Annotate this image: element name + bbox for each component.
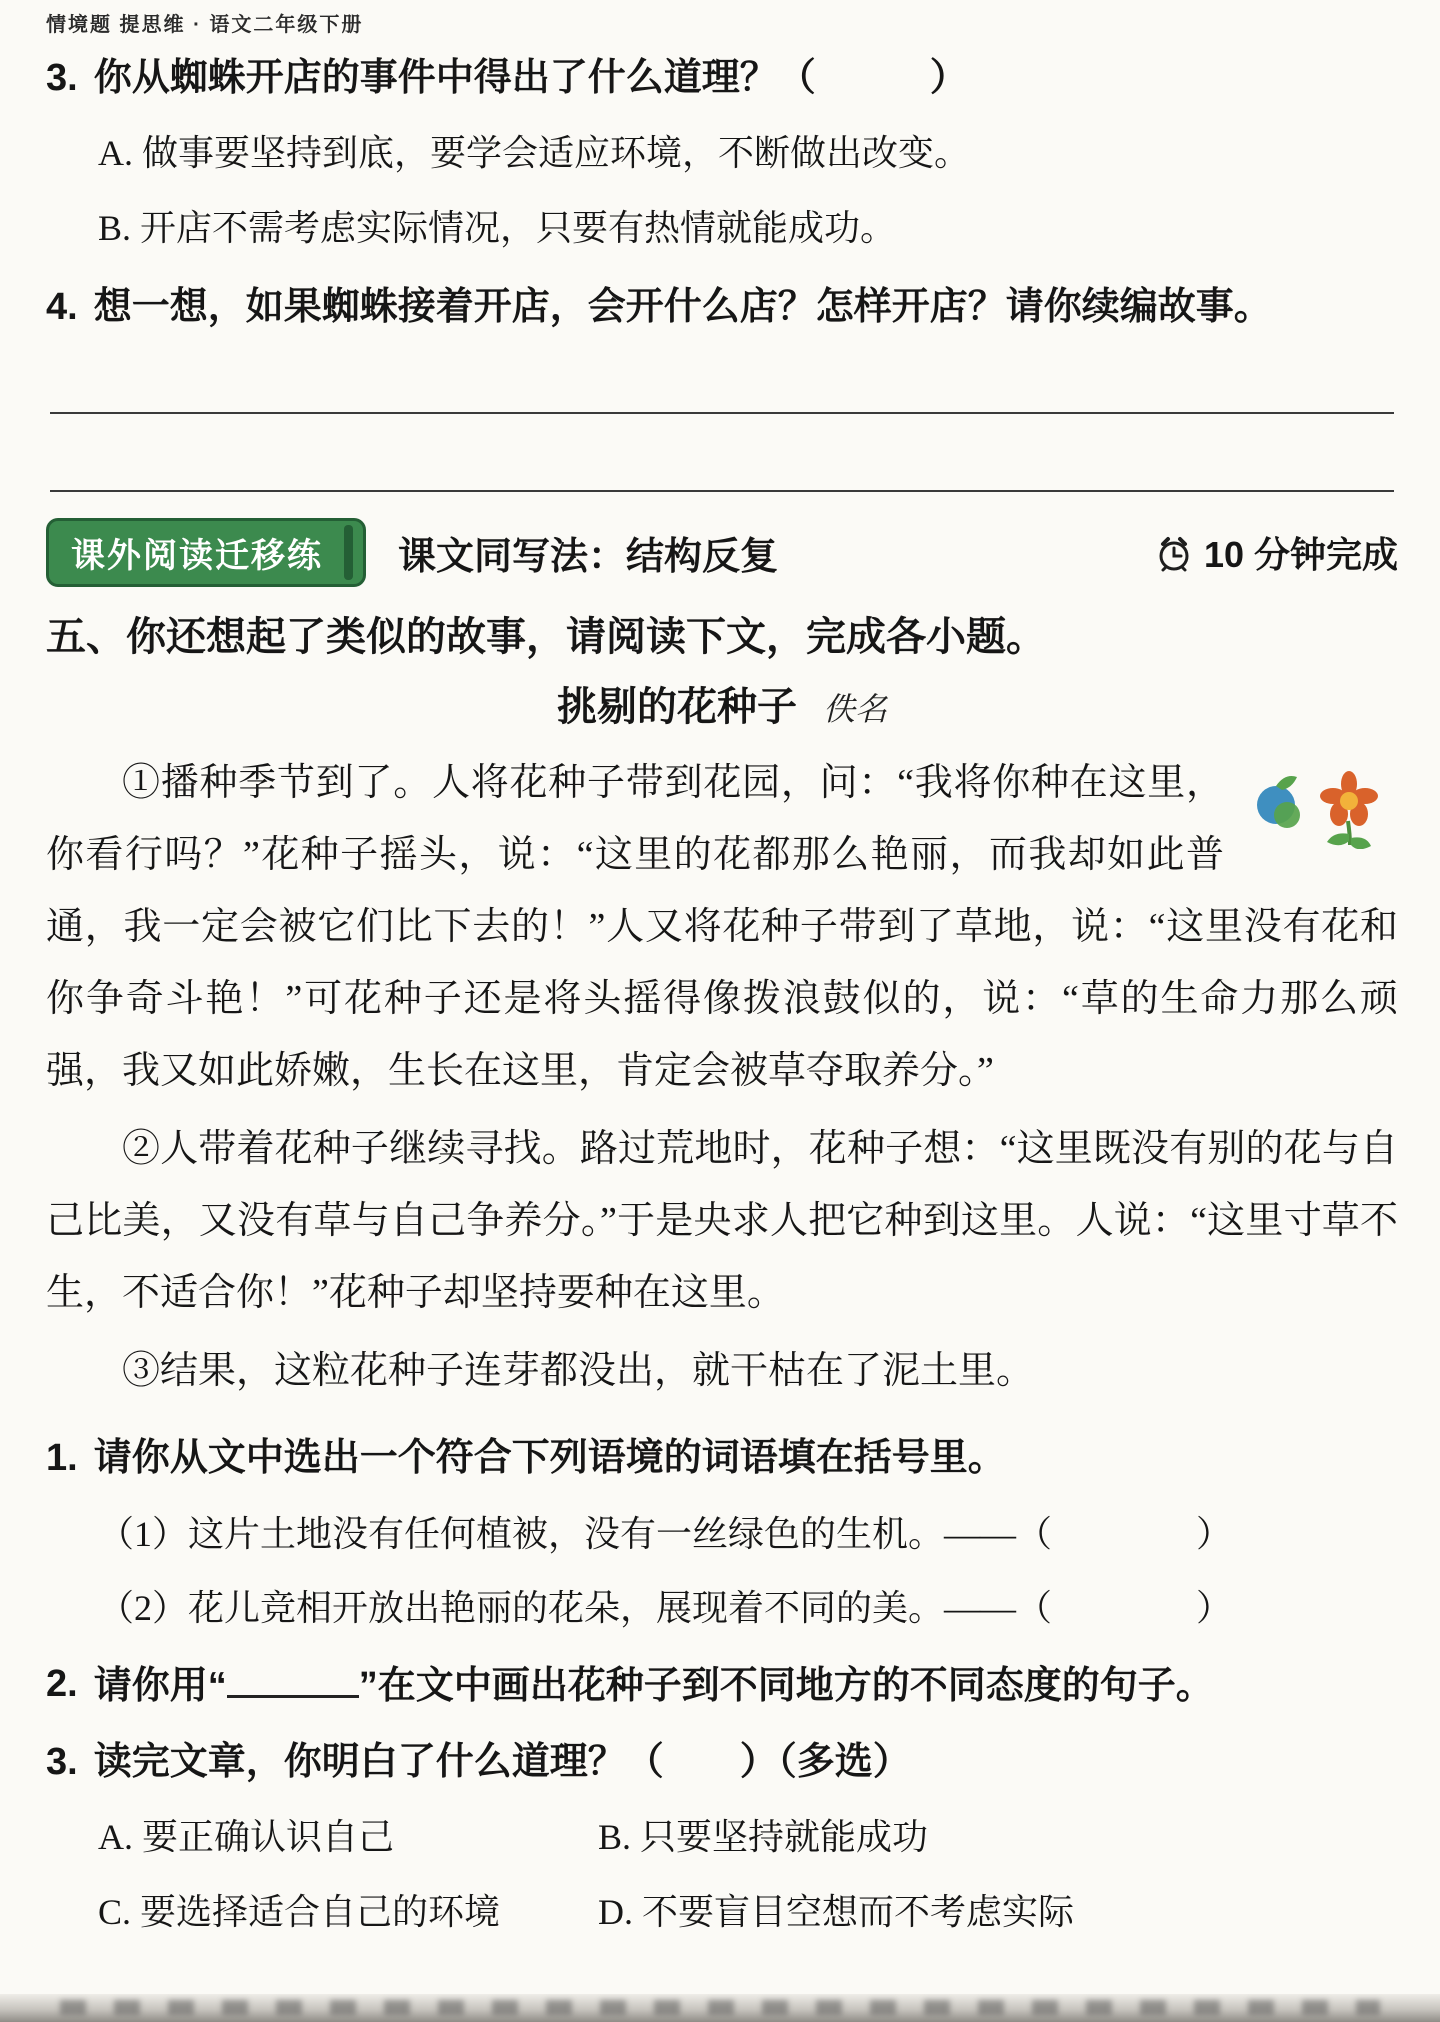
page-bottom-edge <box>0 1994 1440 2022</box>
question-text-suffix: ”在文中画出花种子到不同地方的不同态度的句子。 <box>358 1664 1214 1707</box>
question-number: 3. <box>46 57 78 99</box>
passage-title-row <box>46 681 1398 733</box>
section-intro: 五、你还想起了类似的故事，请阅读下文，完成各小题。 <box>46 615 1046 660</box>
reading-question-3-options-row-2 <box>98 1889 1398 1937</box>
reading-question-1-item-1: （1）这片土地没有任何植被，没有一丝绿色的生机。——（ ） <box>98 1513 1233 1554</box>
reading-question-2 <box>46 1659 1398 1711</box>
passage-paragraph: ②人带着花种子继续寻找。路过荒地时，花种子想：“这里既没有别的花与自己比美，又没有草与自己争养分。”于是央求人把它种到这里。人说：“这里寸草不生，不适合你！”花种子却坚持要种在这里。 <box>46 1128 1398 1315</box>
option-c: C. 要选择适合自己的环境 <box>98 1891 501 1932</box>
passage-body <box>46 747 1398 1407</box>
passage-paragraph: ①播种季节到了。人将花种子带到花园，问：“我将你种在这里，你看行吗？”花种子摇头，说：“这里的花都那么艳丽，而我却如此普通，我一定会被它们比下去的！”人又将花种子带到了草地，说：“这里没有花和你争奇斗艳！”可花种子还是将头摇得像拨浪鼓似的，说：“草的生命力那么顽强，我又如此娇嫩，生长在这里，肯定会被草夺取养分。” <box>46 762 1398 1093</box>
question-number: 3. <box>46 1740 78 1783</box>
reading-question-1-item-2: （2）花儿竞相开放出艳丽的花朵，展现着不同的美。——（ ） <box>98 1588 1233 1629</box>
timer-label: 10 分钟完成 <box>1203 534 1398 576</box>
reading-question-1 <box>46 1433 1398 1483</box>
underline-blank <box>227 1659 359 1698</box>
question-number: 1. <box>46 1437 78 1480</box>
section-badge: 课外阅读迁移练 <box>46 518 366 587</box>
question-text-prefix: 请你用“ <box>93 1664 227 1707</box>
passage-author: 佚名 <box>822 691 887 728</box>
passage-paragraph: ③结果，这粒花种子连芽都没出，就干枯在了泥土里。 <box>122 1350 1035 1393</box>
question-4 <box>46 282 1398 332</box>
reading-question-3 <box>46 1737 1398 1787</box>
section-header <box>46 518 1398 587</box>
question-text: 请你从文中选出一个符合下列语境的词语填在括号里。 <box>93 1437 1006 1480</box>
alarm-clock-icon <box>1154 533 1194 573</box>
question-text: 你从蜘蛛开店的事件中得出了什么道理？（ ） <box>93 57 968 99</box>
option-b: B. 只要坚持就能成功 <box>598 1817 929 1857</box>
flower-illustration <box>1246 761 1398 849</box>
section-method: 课文同写法：结构反复 <box>398 536 779 579</box>
question-3-option-a: A. 做事要坚持到底，要学会适应环境，不断做出改变。 <box>98 133 970 174</box>
reading-question-3-options-row-1 <box>98 1814 1398 1862</box>
passage-title: 挑剔的花种子 <box>556 685 797 730</box>
question-text: 读完文章，你明白了什么道理？（ ）（多选） <box>93 1740 911 1783</box>
page-header: 情境题 提思维 · 语文二年级下册 <box>46 14 364 36</box>
question-text <box>94 1659 1214 1711</box>
question-3-option-b: B. 开店不需考虑实际情况，只要有热情就能成功。 <box>98 207 897 248</box>
question-number: 4. <box>46 286 78 329</box>
answer-line <box>50 414 1394 492</box>
answer-line <box>50 346 1394 414</box>
question-3 <box>46 53 1398 103</box>
option-a: A. 要正确认识自己 <box>98 1817 394 1857</box>
question-text: 想一想，如果蜘蛛接着开店，会开什么店？怎样开店？请你续编故事。 <box>93 286 1272 329</box>
option-d: D. 不要盲目空想而不考虑实际 <box>598 1891 1074 1932</box>
question-number: 2. <box>46 1662 78 1705</box>
section-timer <box>1154 527 1398 578</box>
